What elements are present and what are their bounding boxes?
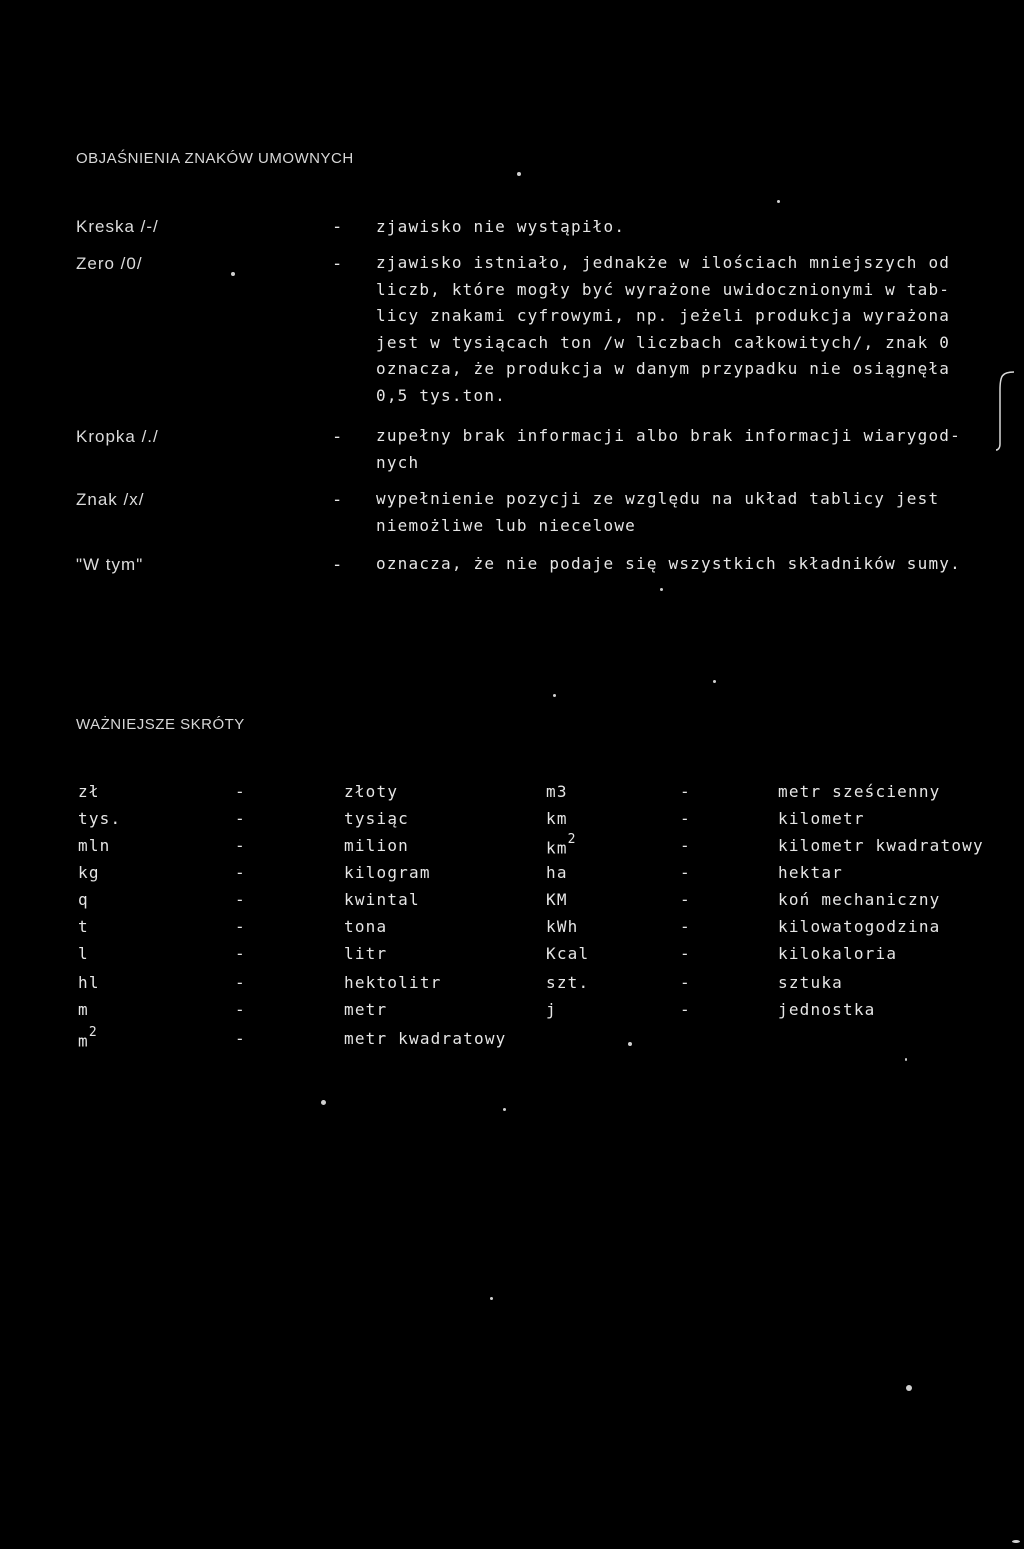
abbreviation-base: m xyxy=(78,1031,89,1051)
abbreviation-meaning: kilogram xyxy=(344,863,431,882)
scan-speck xyxy=(503,1108,506,1111)
scan-speck xyxy=(490,1297,493,1300)
abbreviation-meaning: kilometr xyxy=(778,809,865,828)
symbol-description-kreska xyxy=(376,214,976,241)
abbreviation-meaning: koń mechaniczny xyxy=(778,890,941,909)
scan-speck xyxy=(553,694,556,697)
abbreviation-dash: - xyxy=(235,973,246,992)
abbreviation-dash: - xyxy=(680,944,691,963)
abbreviation-dash: - xyxy=(235,809,246,828)
description-line: jest w tysiącach ton /w liczbach całkowitych/, znak 0 xyxy=(376,332,951,352)
description-line: 0,5 tys.ton. xyxy=(376,385,506,405)
symbol-term-znak-x: Znak /x/ xyxy=(76,490,145,509)
symbols-section-title: OBJAŚNIENIA ZNAKÓW UMOWNYCH xyxy=(76,150,354,167)
abbreviation-dash: - xyxy=(235,836,246,855)
abbreviation-dash: - xyxy=(680,809,691,828)
abbreviation-superscript: 2 xyxy=(88,1025,98,1040)
abbreviation-meaning: kwintal xyxy=(344,890,420,909)
symbol-dash: - xyxy=(332,490,343,510)
scan-speck xyxy=(660,588,663,591)
abbreviation-dash: - xyxy=(680,863,691,882)
abbreviation: kg xyxy=(78,863,100,882)
abbreviation-dash: - xyxy=(680,1000,691,1019)
abbreviation-meaning: złoty xyxy=(344,782,399,801)
abbreviation-meaning: kilokaloria xyxy=(778,944,898,963)
abbreviation-meaning: jednostka xyxy=(778,1000,876,1019)
symbol-term-w-tym: "W tym" xyxy=(76,555,144,574)
symbol-term-kropka: Kropka /./ xyxy=(76,427,159,446)
abbreviation-meaning: tona xyxy=(344,917,388,936)
abbreviation-meaning: litr xyxy=(344,944,388,963)
abbreviation-dash: - xyxy=(235,890,246,909)
symbol-dash: - xyxy=(332,555,343,575)
abbreviation-meaning: kilometr kwadratowy xyxy=(778,836,984,855)
scan-speck xyxy=(517,172,521,176)
description-line: licy znakami cyfrowymi, np. jeżeli produkcja wyrażona xyxy=(376,306,951,325)
description-line: nych xyxy=(376,452,420,472)
abbreviation: zł xyxy=(78,782,100,801)
abbreviation: ha xyxy=(546,863,568,882)
description-line: wypełnienie pozycji ze względu na układ tablicy jest xyxy=(376,489,940,508)
abbreviation-meaning: hektolitr xyxy=(344,973,442,992)
abbreviation-meaning: hektar xyxy=(778,863,843,882)
abbreviation-dash: - xyxy=(235,863,246,882)
abbreviation-dash: - xyxy=(680,782,691,801)
abbreviation-meaning: kilowatogodzina xyxy=(778,917,941,936)
abbreviation-dash: - xyxy=(235,1000,246,1019)
symbol-dash: - xyxy=(332,427,343,447)
abbreviation-meaning: milion xyxy=(344,836,409,855)
abbreviation-dash: - xyxy=(235,782,246,801)
symbol-description-zero xyxy=(376,250,976,409)
description-line: oznacza, że produkcja w danym przypadku nie osiągnęła xyxy=(376,359,951,378)
abbreviation-dash: - xyxy=(680,973,691,992)
symbol-term-kreska: Kreska /-/ xyxy=(76,217,159,236)
abbreviation: m xyxy=(78,1000,89,1019)
symbol-term-zero: Zero /0/ xyxy=(76,254,143,273)
abbreviation: szt. xyxy=(546,973,590,992)
abbreviation-dash: - xyxy=(680,836,691,855)
abbreviations-section-title: WAŻNIEJSZE SKRÓTY xyxy=(76,716,245,733)
abbreviation-dash: - xyxy=(680,890,691,909)
abbreviation-meaning: tysiąc xyxy=(344,809,409,828)
abbreviation: l xyxy=(78,944,89,963)
abbreviation: km xyxy=(546,809,568,828)
description-line: zupełny brak informacji albo brak informacji wiarygod- xyxy=(376,426,961,445)
abbreviation-superscript: 2 xyxy=(567,832,577,847)
abbreviation: q xyxy=(78,890,89,909)
symbol-description-w-tym xyxy=(376,551,976,578)
abbreviation xyxy=(78,1025,98,1051)
abbreviation: j xyxy=(546,1000,557,1019)
abbreviation-dash: - xyxy=(680,917,691,936)
scan-speck xyxy=(321,1100,326,1105)
scan-speck xyxy=(628,1042,632,1046)
description-line: oznacza, że nie podaje się wszystkich składników sumy. xyxy=(376,554,961,573)
abbreviation: t xyxy=(78,917,89,936)
scan-speck xyxy=(905,1058,907,1061)
abbreviation-meaning: metr sześcienny xyxy=(778,782,941,801)
abbreviation: kWh xyxy=(546,917,579,936)
abbreviation-base: km xyxy=(546,838,568,858)
abbreviation: mln xyxy=(78,836,111,855)
description-line: liczb, które mogły być wyrażone uwidocznionymi w tab- xyxy=(376,279,951,299)
symbol-dash: - xyxy=(332,217,343,237)
description-line: niemożliwe lub niecelowe xyxy=(376,515,636,535)
symbol-dash: - xyxy=(332,254,343,274)
abbreviation: KM xyxy=(546,890,568,909)
abbreviation-meaning: metr kwadratowy xyxy=(344,1029,507,1048)
scan-speck xyxy=(713,680,716,683)
abbreviation: tys. xyxy=(78,809,122,828)
abbreviation-dash: - xyxy=(235,1029,246,1048)
scan-speck xyxy=(906,1385,912,1391)
scan-speck xyxy=(231,272,235,276)
abbreviation-meaning: metr xyxy=(344,1000,388,1019)
scan-bracket-mark xyxy=(992,370,1016,452)
description-line: zjawisko nie wystąpiło. xyxy=(376,217,626,236)
abbreviation xyxy=(546,832,577,858)
abbreviation-meaning: sztuka xyxy=(778,973,843,992)
scan-speck xyxy=(1012,1540,1020,1543)
abbreviation-dash: - xyxy=(235,944,246,963)
abbreviation: Kcal xyxy=(546,944,590,963)
symbol-description-kropka xyxy=(376,423,976,476)
scan-speck xyxy=(777,200,780,203)
symbol-description-znak-x xyxy=(376,486,976,539)
description-line: zjawisko istniało, jednakże w ilościach mniejszych od xyxy=(376,253,951,272)
abbreviation-dash: - xyxy=(235,917,246,936)
abbreviation: m3 xyxy=(546,782,568,801)
abbreviation: hl xyxy=(78,973,100,992)
